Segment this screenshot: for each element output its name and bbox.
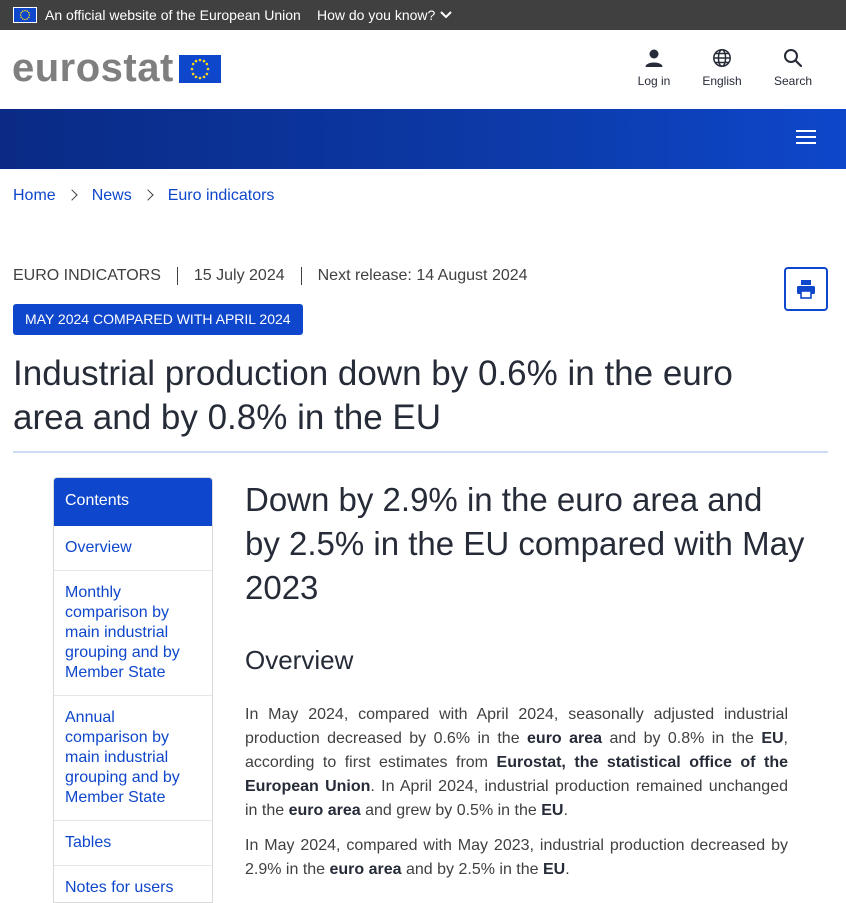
search-label: Search [773,74,813,88]
overview-paragraph-2: In May 2024, compared with May 2023, industrial production decreased by 2.9% in the euro area and by 2.5% in the EU. [245,837,788,878]
official-website-text: An official website of the European Union [45,7,301,23]
main-navigation-bar [0,109,846,169]
language-label: English [702,74,742,88]
contents-sidebar [53,477,213,903]
breadcrumb-home[interactable]: Home [13,187,56,204]
breadcrumb [13,187,274,205]
hamburger-icon[interactable] [796,130,816,148]
how-do-you-know-link[interactable]: How do you know? [317,7,436,23]
chevron-right-icon [142,189,153,200]
contents-heading: Contents [54,478,212,526]
printer-icon [796,279,816,299]
search-icon [783,48,803,68]
user-icon [644,48,664,68]
meta-divider [177,267,178,285]
eu-flag-logo-icon [179,55,221,83]
page-title: Industrial production down by 0.6% in the euro area and by 0.8% in the EU [13,354,733,437]
breadcrumb-euro-indicators[interactable]: Euro indicators [167,187,275,204]
meta-divider [301,267,302,285]
globe-icon [712,48,732,68]
article-subtitle: Down by 2.9% in the euro area and by 2.5% in the EU compared with May 2023 [245,481,805,606]
chevron-right-icon [66,189,77,200]
print-button[interactable] [784,267,828,311]
search-button[interactable] [760,48,826,98]
meta-date: 15 July 2024 [193,267,285,285]
overview-heading: Overview [245,645,354,675]
eurostat-logo[interactable]: eurostat [12,46,174,90]
overview-paragraph-1: In May 2024, compared with April 2024, seasonally adjusted industrial production decreased by 0.6% in the euro area and by 0.8% in the EU, according to first estimates from Eurostat, the statistical office of the European Union. In April 2024, industrial production remained unchanged in the euro area and grew by 0.5% in the EU. [245,706,789,819]
chevron-down-icon[interactable] [440,9,452,21]
divider [13,451,828,453]
meta-category: EURO INDICATORS [13,267,161,285]
eu-official-bar [0,0,846,30]
toc-item-notes[interactable]: Notes for users [54,866,212,903]
site-header [0,30,846,109]
toc-item-monthly-comparison[interactable]: Monthly comparison by main industrial grouping and by Member State [54,571,212,696]
meta-next-release: Next release: 14 August 2024 [317,267,528,285]
toc-item-tables[interactable]: Tables [54,821,212,866]
toc-item-annual-comparison[interactable]: Annual comparison by main industrial grouping and by Member State [54,696,212,821]
toc-item-overview[interactable]: Overview [54,526,212,571]
language-button[interactable] [689,48,755,98]
release-meta [13,267,528,285]
login-label: Log in [637,74,671,88]
login-button[interactable] [621,48,687,98]
eu-flag-icon [13,7,37,23]
period-badge: MAY 2024 COMPARED WITH APRIL 2024 [13,304,303,335]
breadcrumb-news[interactable]: News [91,187,132,204]
